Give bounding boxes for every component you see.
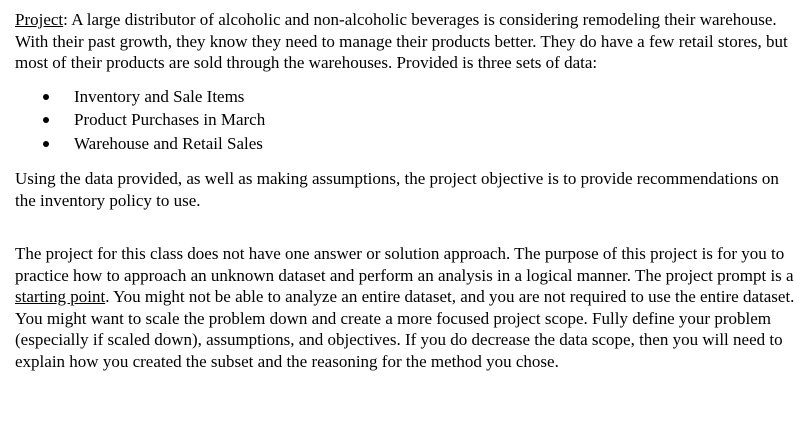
approach-text-end: . You might not be able to analyze an entire dataset, and you are not required to use the entire dataset. You might want to scale the problem down and create a more focused project scope. Fully define your problem (especially if scaled down), assumptions, and objectives. If you do decrease the data scope, then you will need to explain how you created the subset and the reasoning for the method you chose. (15, 287, 795, 371)
list-item-label: Inventory and Sale Items (74, 86, 245, 106)
approach-paragraph (15, 243, 800, 372)
intro-text: A large distributor of alcoholic and non-alcoholic beverages is considering remodeling their warehouse. With their past growth, they know they need to manage their products better. They do have a few retail stores, but most of their products are sold through the warehouses. Provided is three sets of data: (15, 10, 788, 72)
bullet-icon (43, 141, 49, 147)
project-label: Project (15, 10, 64, 29)
bullet-icon (43, 94, 49, 100)
list-item-label: Product Purchases in March (74, 110, 266, 129)
dataset-list (15, 86, 800, 157)
document-page (15, 9, 800, 372)
list-item-label: Warehouse and Retail Sales (74, 133, 263, 153)
starting-point-emphasis: starting point (15, 287, 106, 306)
intro-paragraph (15, 9, 800, 74)
objective-paragraph: Using the data provided, as well as making assumptions, the project objective is to provide recommendations on the inventory policy to use. (15, 169, 779, 210)
bullet-icon (43, 117, 49, 123)
list-item (15, 133, 800, 157)
approach-text-start: The project for this class does not have one answer or solution approach. The purpose of this project is for you to practice how to approach an unknown dataset and perform an analysis in a logical manner. The project prompt is a (15, 244, 794, 285)
project-label-colon: : (63, 10, 68, 29)
list-item (15, 86, 800, 110)
list-item (15, 109, 800, 133)
